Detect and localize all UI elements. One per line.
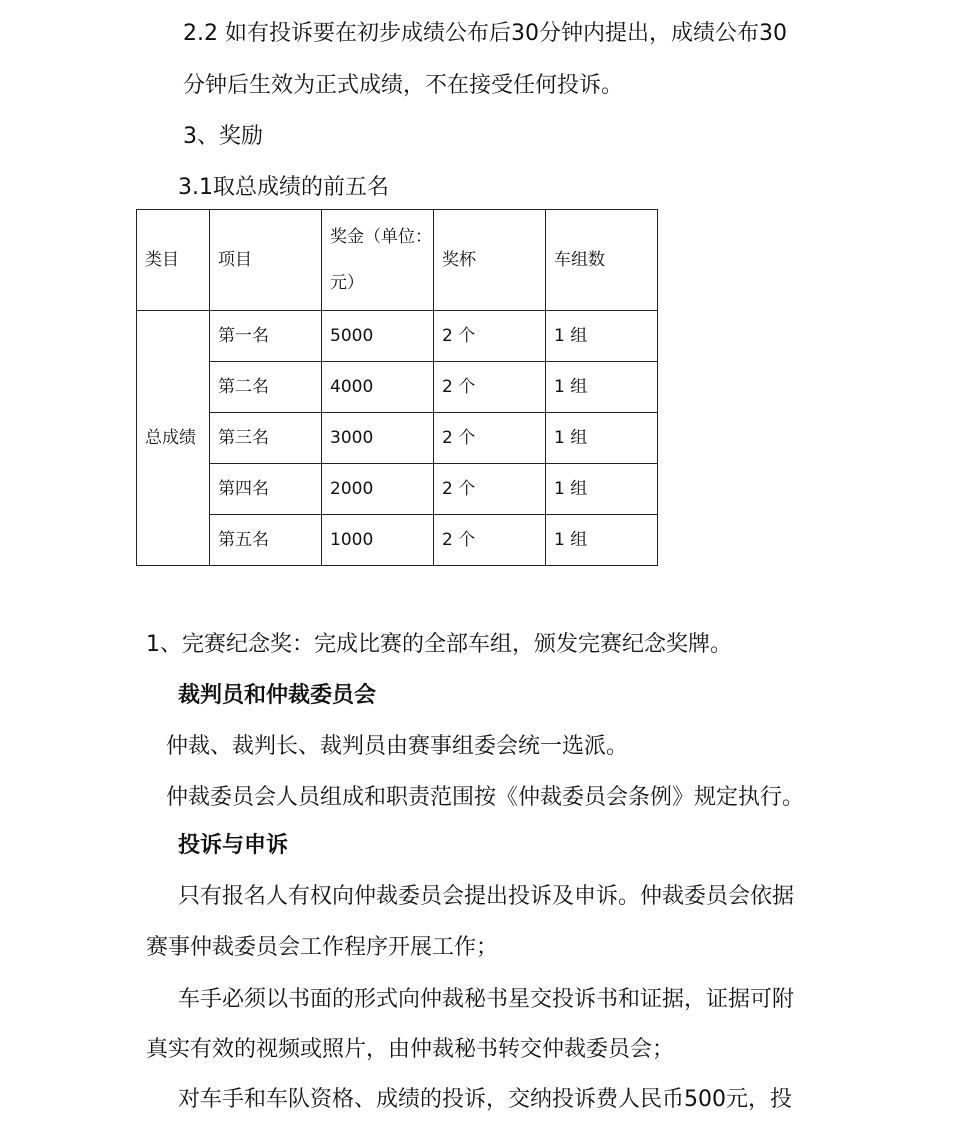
referee-committee-heading: 裁判员和仲裁委员会	[178, 683, 377, 708]
table-row	[137, 515, 658, 566]
table-row	[137, 362, 658, 413]
completion-award-line: 1、完赛纪念奖：完成比赛的全部车组，颁发完赛纪念奖牌。	[146, 632, 732, 657]
cell-item: 第二名	[210, 362, 322, 413]
complaint-para-1-line-1: 只有报名人有权向仲裁委员会提出投诉及申诉。仲裁委员会依据	[178, 884, 795, 909]
cell-amount: 5000	[322, 311, 434, 362]
cell-item: 第一名	[210, 311, 322, 362]
cell-item: 第五名	[210, 515, 322, 566]
referee-line-1: 仲裁、裁判长、裁判员由赛事组委会统一选派。	[166, 734, 629, 759]
cell-amount: 1000	[322, 515, 434, 566]
header-item: 项目	[210, 210, 322, 311]
cell-groups: 1 组	[546, 515, 658, 566]
prize-table-header-row	[137, 210, 658, 311]
category-cell: 总成绩	[137, 311, 210, 566]
section-3-heading: 3、奖励	[183, 124, 263, 149]
cell-trophy: 2 个	[434, 515, 546, 566]
table-row	[137, 413, 658, 464]
header-trophy: 奖杯	[434, 210, 546, 311]
cell-trophy: 2 个	[434, 362, 546, 413]
paragraph-2-2-line-1: 2.2 如有投诉要在初步成绩公布后30分钟内提出，成绩公布30	[183, 21, 787, 46]
complaint-para-2-line-1: 车手必须以书面的形式向仲裁秘书星交投诉书和证据，证据可附	[178, 987, 795, 1012]
table-row	[137, 464, 658, 515]
header-amount: 奖金（单位：元）	[322, 210, 434, 311]
complaint-para-2-line-2: 真实有效的视频或照片，由仲裁秘书转交仲裁委员会；	[146, 1037, 675, 1062]
cell-item: 第四名	[210, 464, 322, 515]
complaint-para-3-line-1: 对车手和车队资格、成绩的投诉，交纳投诉费人民币500元，投	[178, 1087, 792, 1112]
cell-trophy: 2 个	[434, 464, 546, 515]
header-groups: 车组数	[546, 210, 658, 311]
table-row	[137, 311, 658, 362]
complaint-heading: 投诉与申诉	[178, 833, 289, 858]
cell-amount: 3000	[322, 413, 434, 464]
cell-trophy: 2 个	[434, 311, 546, 362]
cell-item: 第三名	[210, 413, 322, 464]
complaint-para-1-line-2: 赛事仲裁委员会工作程序开展工作；	[146, 935, 499, 960]
cell-groups: 1 组	[546, 311, 658, 362]
cell-amount: 2000	[322, 464, 434, 515]
cell-amount: 4000	[322, 362, 434, 413]
referee-line-2: 仲裁委员会人员组成和职责范围按《仲裁委员会条例》规定执行。	[166, 785, 805, 810]
cell-groups: 1 组	[546, 413, 658, 464]
prize-table	[136, 209, 658, 566]
cell-groups: 1 组	[546, 464, 658, 515]
paragraph-2-2-line-2: 分钟后生效为正式成绩，不在接受任何投诉。	[183, 73, 624, 98]
header-category: 类目	[137, 210, 210, 311]
section-3-1-heading: 3.1取总成绩的前五名	[178, 175, 389, 200]
cell-trophy: 2 个	[434, 413, 546, 464]
cell-groups: 1 组	[546, 362, 658, 413]
